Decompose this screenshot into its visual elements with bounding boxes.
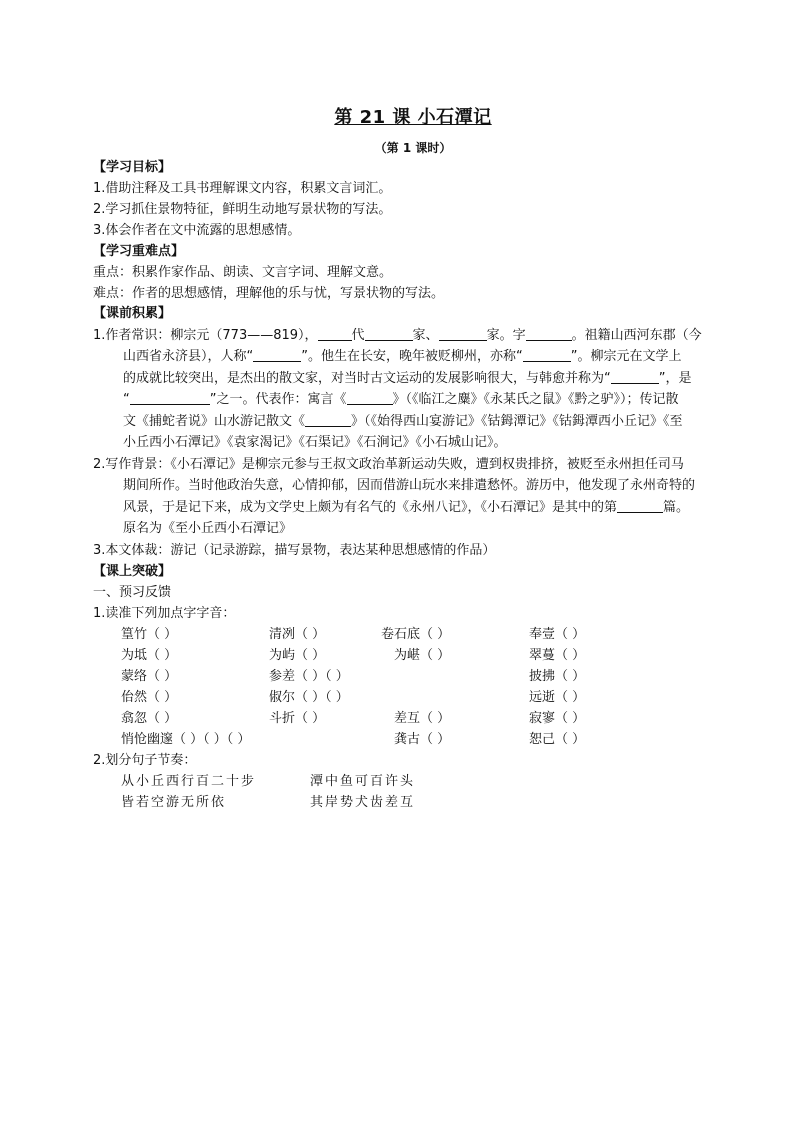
- author-line: 小丘西小石潭记》《袁家渴记》《石渠记》《石涧记》《小石城山记》。: [123, 435, 507, 450]
- author-line: [123, 414, 683, 430]
- phonetic-item[interactable]: 佁然（ ）: [121, 690, 178, 705]
- fill-blank[interactable]: [305, 414, 351, 427]
- author-text: ”。他生在长安，晚年被贬柳州，亦称“: [301, 349, 523, 364]
- fill-blank[interactable]: [439, 328, 487, 341]
- phonetic-item[interactable]: 悄怆幽邃（ ）（ ）（ ）: [121, 732, 251, 747]
- background-line: 2.写作背景：《小石潭记》是柳宗元参与王叔文政治革新运动失败，遭到权贵排挤，被贬至永州担任司马: [93, 457, 684, 472]
- phonetic-item[interactable]: 翠蔓（ ）: [529, 648, 586, 663]
- phonetic-item[interactable]: 恕己（ ）: [529, 732, 586, 747]
- fill-blank[interactable]: [523, 349, 571, 362]
- author-line: [93, 328, 702, 344]
- phonetic-item[interactable]: 参差（ ）（ ）: [269, 669, 349, 684]
- phonetic-item[interactable]: 蒙络（ ）: [121, 669, 178, 684]
- goal-item: 3.体会作者在文中流露的思想感情。: [93, 223, 301, 238]
- phonetic-item[interactable]: 清冽（ ）: [269, 627, 326, 642]
- phonetic-item[interactable]: 龚古（ ）: [394, 732, 451, 747]
- fill-blank[interactable]: [347, 392, 393, 405]
- author-text: ”之一。代表作：寓言《: [209, 392, 347, 407]
- key-points: 重点：积累作家作品、朗读、文言字词、理解文意。: [93, 265, 393, 280]
- phonetic-item[interactable]: 卷石底（ ）: [381, 627, 451, 642]
- page-title: 第 21 课 小石潭记: [334, 107, 492, 128]
- genre: 3.本文体裁：游记（记录游踪，描写景物，表达某种思想感情的作品）: [93, 543, 496, 558]
- background-line: [123, 500, 689, 516]
- background-line: 原名为《至小丘西小石潭记》: [123, 521, 293, 536]
- phonetic-item[interactable]: 远逝（ ）: [529, 690, 586, 705]
- heading-pre-class: 【课前积累】: [93, 306, 172, 321]
- heading-in-class: 【课上突破】: [93, 564, 172, 579]
- fill-blank[interactable]: [365, 328, 413, 341]
- author-text: 》（《始得西山宴游记》《钴鉧潭记》《钴鉧潭西小丘记》《至: [351, 414, 683, 429]
- phonetic-item[interactable]: 为坻（ ）: [121, 648, 178, 663]
- phonetic-item[interactable]: 斗折（ ）: [269, 711, 326, 726]
- author-text: 代: [351, 328, 365, 343]
- rhythm-sentence[interactable]: 皆若空游无所依: [121, 795, 227, 810]
- author-text: 山西省永济县），人称“: [123, 349, 254, 364]
- author-text: 家。字: [486, 328, 526, 343]
- fill-blank[interactable]: [130, 392, 210, 405]
- rhythm-sentence[interactable]: 从小丘西行百二十步: [121, 774, 257, 789]
- background-text: 风景，于是记下来，成为文学史上颇为有名气的《永州八记》，《小石潭记》是其中的第: [123, 500, 618, 515]
- author-line: [123, 349, 681, 365]
- goal-item: 1.借助注释及工具书理解课文内容，积累文言词汇。: [93, 181, 392, 196]
- goal-item: 2.学习抓住景物特征，鲜明生动地写景状物的写法。: [93, 202, 392, 217]
- rhythm-sentence[interactable]: 潭中鱼可百许头: [310, 774, 416, 789]
- phonetic-item[interactable]: 奉壹（ ）: [529, 627, 586, 642]
- heading-goals: 【学习目标】: [93, 160, 172, 175]
- phonetic-item[interactable]: 俶尔（ ）（ ）: [269, 690, 349, 705]
- fill-blank[interactable]: [617, 500, 663, 513]
- phonetic-item[interactable]: 篁竹（ ）: [121, 627, 178, 642]
- author-text: ”。柳宗元在文学上: [570, 349, 682, 364]
- heading-key-points: 【学习重难点】: [93, 244, 185, 259]
- question-1: 1.读准下列加点字字音：: [93, 606, 236, 621]
- question-2: 2.划分句子节奏：: [93, 753, 197, 768]
- fill-blank[interactable]: [611, 371, 659, 384]
- phonetic-item[interactable]: 披拂（ ）: [529, 669, 586, 684]
- background-text: 篇。: [663, 500, 690, 515]
- author-text: “: [123, 392, 130, 407]
- author-text: ”，是: [658, 371, 692, 386]
- author-text: 文《捕蛇者说》山水游记散文《: [123, 414, 306, 429]
- fill-blank[interactable]: [526, 328, 572, 341]
- author-line: [123, 392, 679, 408]
- phonetic-item[interactable]: 寂寥（ ）: [529, 711, 586, 726]
- phonetic-item[interactable]: 为屿（ ）: [269, 648, 326, 663]
- rhythm-sentence[interactable]: 其岸势犬齿差互: [310, 795, 416, 810]
- author-text: 。祖籍山西河东郡（今: [571, 328, 702, 343]
- author-text: 1.作者常识：柳宗元（773——819），: [93, 328, 318, 343]
- section-title: 一、预习反馈: [93, 585, 172, 600]
- page-subtitle: （第 1 课时）: [374, 141, 452, 155]
- background-line: 期间所作。当时他政治失意，心情抑郁，因而借游山玩水来排遣愁怀。游历中，他发现了永州奇特的: [123, 478, 696, 493]
- author-text: 家、: [412, 328, 439, 343]
- difficulties: 难点：作者的思想感情，理解他的乐与忧，写景状物的写法。: [93, 286, 445, 301]
- fill-blank[interactable]: [318, 328, 352, 341]
- author-text: 》（《临江之麋》《永某氏之鼠》《黔之驴》）；传记散: [392, 392, 679, 407]
- fill-blank[interactable]: [253, 349, 301, 362]
- phonetic-item[interactable]: 差互（ ）: [394, 711, 451, 726]
- phonetic-item[interactable]: 翕忽（ ）: [121, 711, 178, 726]
- author-line: [123, 371, 692, 387]
- phonetic-item[interactable]: 为嵁（ ）: [394, 648, 451, 663]
- author-text: 的成就比较突出，是杰出的散文家，对当时古文运动的发展影响很大，与韩愈并称为“: [123, 371, 611, 386]
